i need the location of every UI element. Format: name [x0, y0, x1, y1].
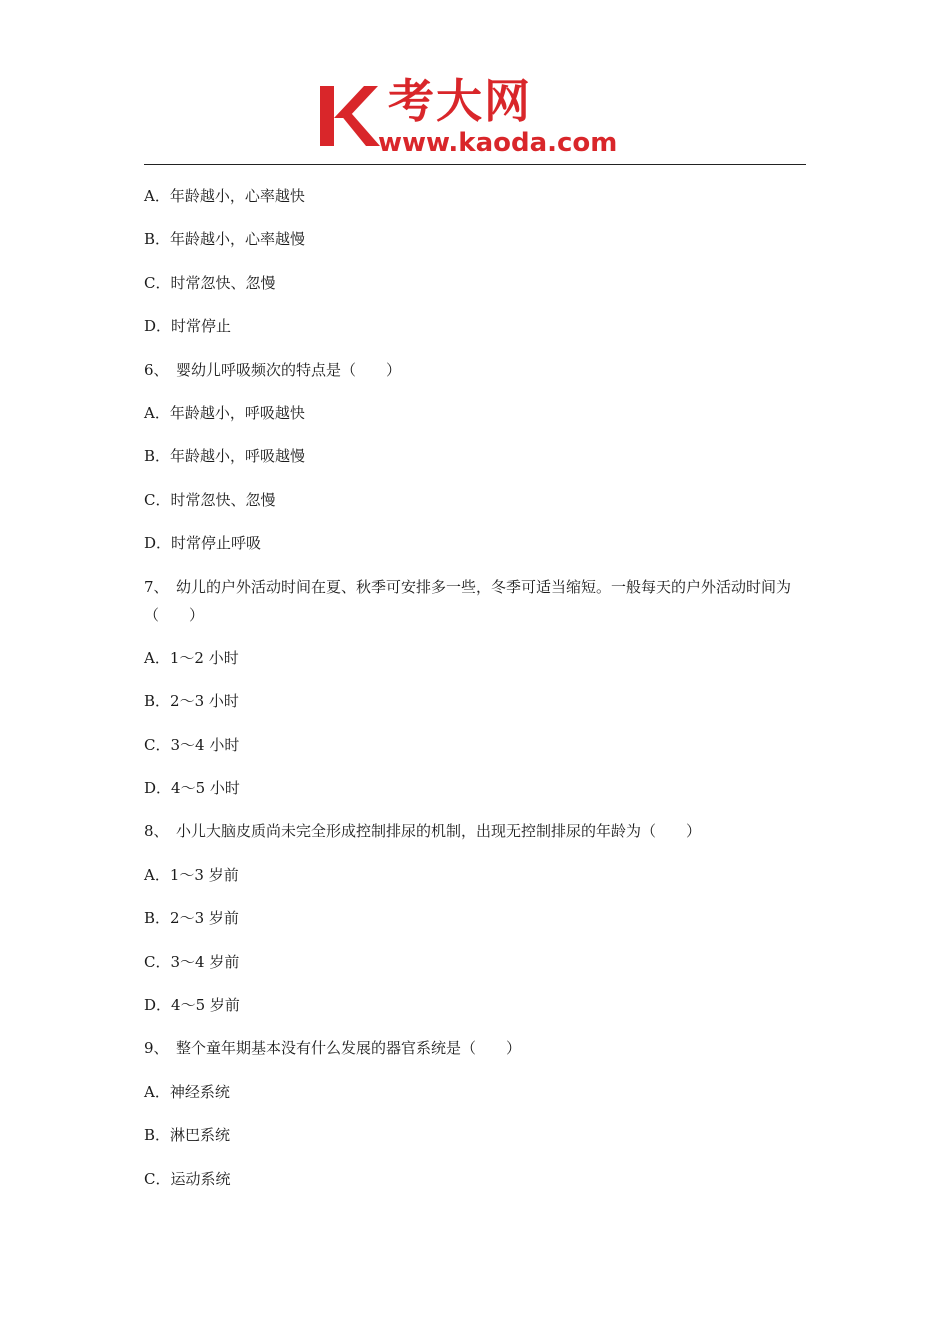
option-line: A．1～2 小时 — [144, 648, 239, 667]
option-line: D．4～5 岁前 — [144, 996, 240, 1015]
option-line: B．2～3 小时 — [144, 692, 239, 711]
question-8: 8、 小儿大脑皮质尚未完全形成控制排尿的机制，出现无控制排尿的年龄为（ ） — [144, 822, 702, 841]
option-line: B．淋巴系统 — [144, 1126, 231, 1145]
kaoda-logo — [318, 76, 640, 158]
question-9: 9、 整个童年期基本没有什么发展的器官系统是（ ） — [144, 1039, 522, 1058]
option-line: D．时常停止呼吸 — [144, 534, 262, 553]
header-divider — [144, 164, 806, 165]
option-line: B．年龄越小，心率越慢 — [144, 230, 306, 249]
option-line: A．年龄越小，呼吸越快 — [144, 403, 305, 422]
option-line: C．3～4 小时 — [144, 735, 240, 754]
option-line: B．2～3 岁前 — [144, 909, 239, 928]
option-line: B．年龄越小，呼吸越慢 — [144, 447, 306, 466]
option-line: C．3～4 岁前 — [144, 952, 240, 971]
option-line: A．1～3 岁前 — [144, 865, 239, 884]
logo-url-text: www.kaoda.com — [378, 128, 618, 158]
option-line: D．时常停止 — [144, 317, 232, 336]
option-line: A．神经系统 — [144, 1082, 230, 1101]
question-6: 6、 婴幼儿呼吸频次的特点是（ ） — [144, 360, 402, 379]
question-7: 7、 幼儿的户外活动时间在夏、秋季可安排多一些，冬季可适当缩短。一般每天的户外活动时间为（ ） — [144, 577, 792, 624]
option-line: C．时常忽快、忽慢 — [144, 490, 276, 509]
option-line: D．4～5 小时 — [144, 779, 240, 798]
logo-chinese-text: 考大网 — [388, 74, 532, 128]
option-line: C．时常忽快、忽慢 — [144, 273, 276, 292]
option-line: A．年龄越小，心率越快 — [144, 187, 305, 205]
option-line: C．运动系统 — [144, 1169, 231, 1188]
k-logo-icon — [318, 84, 380, 148]
document-body — [144, 182, 806, 1208]
